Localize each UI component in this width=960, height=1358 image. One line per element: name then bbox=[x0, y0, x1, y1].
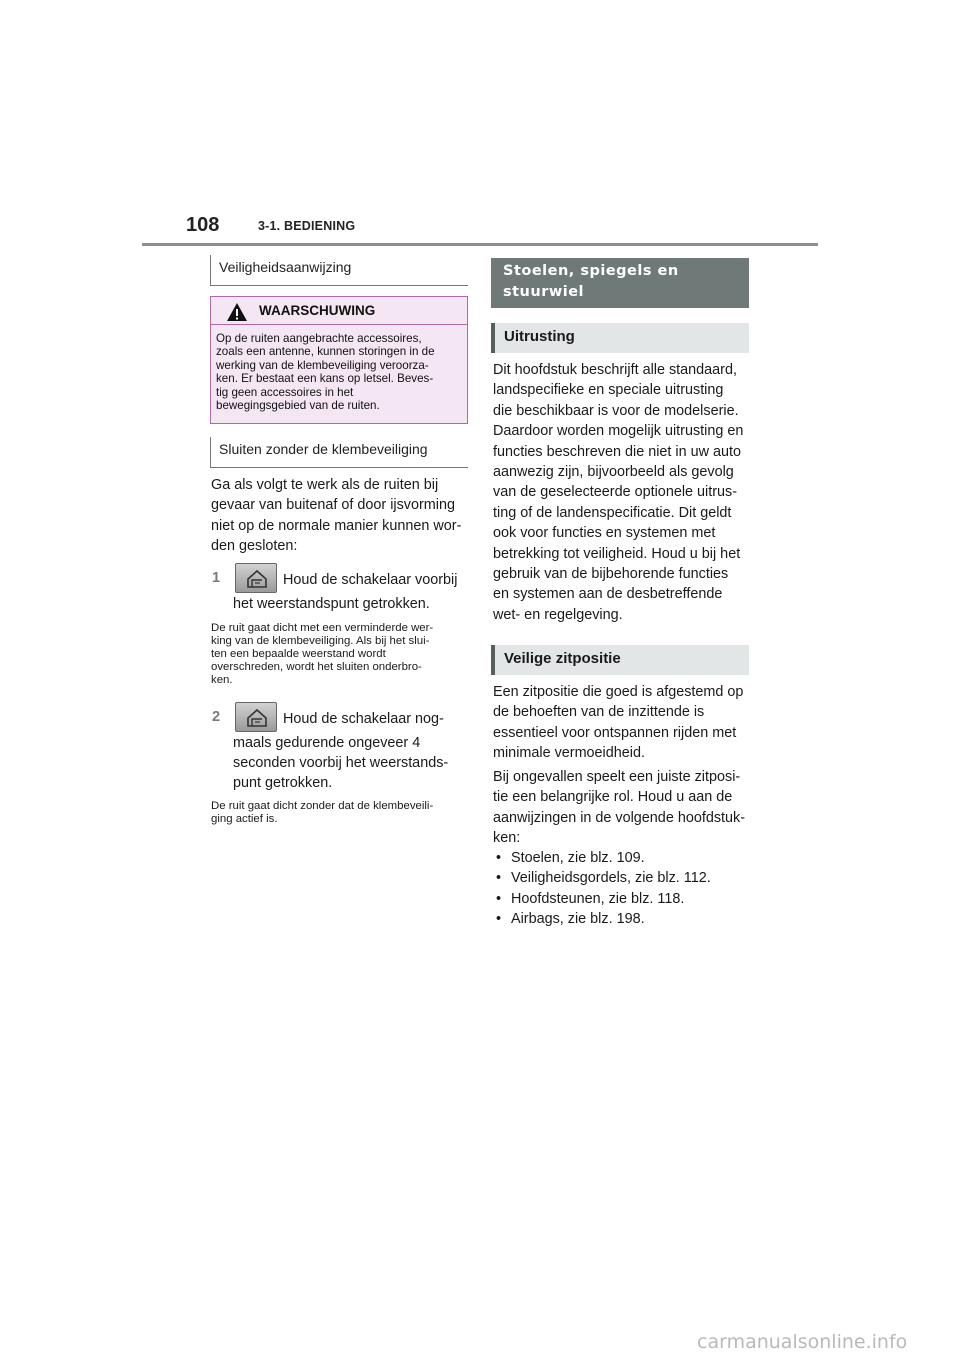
list-item: • Airbags, zie blz. 198. bbox=[493, 909, 755, 929]
note-line: De ruit gaat dicht zonder dat de klembeveili- bbox=[211, 800, 434, 812]
chapter-heading-line: stuurwiel bbox=[503, 284, 585, 300]
subhead-close-without-protection: Sluiten zonder de klembeveiliging bbox=[210, 437, 468, 468]
text-line: Dit hoofdstuk beschrijft alle standaard, bbox=[493, 362, 737, 378]
text-line: aanwijzingen in de volgende hoofdstuk- bbox=[493, 809, 746, 826]
step2-line3: seconden voorbij het weerstands- bbox=[233, 755, 449, 771]
text-line: ting of de landenspecificatie. Dit geldt bbox=[493, 504, 732, 521]
watermark-logo: carmanualsonline.info bbox=[697, 1331, 908, 1353]
subhead-safety: Veiligheidsaanwijzing bbox=[210, 255, 468, 286]
list-item: • Veiligheidsgordels, zie blz. 112. bbox=[493, 868, 755, 888]
step1-line2: het weerstandspunt getrokken. bbox=[233, 596, 430, 612]
step1-note bbox=[211, 622, 473, 687]
warning-header bbox=[211, 297, 467, 325]
list-item: • Stoelen, zie blz. 109. bbox=[493, 848, 755, 868]
text-line: Bij ongevallen speelt een juiste zitposi- bbox=[493, 769, 741, 785]
note-line: ten een bepaalde weerstand wordt bbox=[211, 648, 386, 660]
warning-title: WAARSCHUWING bbox=[259, 303, 376, 318]
text-line: Een zitpositie die goed is afgestemd op bbox=[493, 684, 744, 700]
step2-note bbox=[211, 800, 473, 826]
text-line: den gesloten: bbox=[211, 538, 298, 555]
step2-line1: Houd de schakelaar nog- bbox=[283, 711, 444, 727]
text-line: betrekking tot veiligheid. Houd u bij het bbox=[493, 545, 741, 562]
text-line: ook voor functies en systemen met bbox=[493, 525, 716, 542]
topic-heading-equipment: Uitrusting bbox=[491, 323, 749, 353]
warning-line: werking van de klembeveiliging veroorza- bbox=[216, 358, 429, 372]
text-line: gevaar van buitenaf of door ijsvorming bbox=[211, 497, 455, 514]
text-line: tie een belangrijke rol. Houd u aan de bbox=[493, 789, 733, 806]
step1-line1: Houd de schakelaar voorbij bbox=[283, 572, 458, 588]
text-line: niet op de normale manier kunnen wor- bbox=[211, 517, 462, 534]
list-item: • Hoofdsteunen, zie blz. 118. bbox=[493, 889, 755, 909]
topic-heading-seating-position: Veilige zitpositie bbox=[491, 645, 749, 675]
text-line: minimale vermoeidheid. bbox=[493, 745, 645, 762]
warning-box bbox=[210, 296, 468, 424]
text-line: aanwezig zijn, bijvoorbeeld als gevolg bbox=[493, 464, 734, 481]
note-line: king van de klembeveiliging. Als bij het slui- bbox=[211, 635, 430, 647]
header-rule bbox=[142, 243, 818, 246]
warning-line: tig geen accessoires in het bbox=[216, 385, 354, 399]
note-line: ging actief is. bbox=[211, 813, 278, 825]
step-number-2: 2 bbox=[212, 709, 221, 725]
text-line: ken: bbox=[493, 830, 521, 847]
seating-paragraph-2 bbox=[493, 767, 755, 849]
note-line: De ruit gaat dicht met een verminderde wer- bbox=[211, 622, 434, 634]
equipment-paragraph bbox=[493, 360, 755, 625]
chapter-heading bbox=[491, 258, 749, 308]
warning-line: Op de ruiten aangebrachte accessoires, bbox=[216, 332, 422, 345]
window-switch-image bbox=[235, 563, 277, 593]
text-line: de behoeften van de inzittende is bbox=[493, 704, 705, 721]
warning-text bbox=[216, 332, 461, 412]
text-line: Ga als volgt te werk als de ruiten bij bbox=[211, 477, 439, 493]
step2-line2: maals gedurende ongeveer 4 bbox=[233, 735, 421, 751]
chapter-heading-line: Stoelen, spiegels en bbox=[503, 263, 679, 279]
warning-line: zoals een antenne, kunnen storingen in de bbox=[216, 345, 435, 359]
window-switch-image bbox=[235, 702, 277, 732]
section-title: 3-1. BEDIENING bbox=[258, 219, 356, 233]
warning-triangle-icon bbox=[226, 302, 248, 322]
text-line: wet- en regelgeving. bbox=[493, 606, 623, 623]
text-line: van de geselecteerde optionele uitrus- bbox=[493, 484, 738, 501]
step2-line4: punt getrokken. bbox=[233, 775, 333, 791]
note-line: ken. bbox=[211, 674, 233, 686]
text-line: functies beschreven die niet in uw auto bbox=[493, 443, 741, 460]
chapter-reference-list bbox=[493, 848, 755, 930]
warning-line: ken. Er bestaat een kans op letsel. Beves- bbox=[216, 372, 434, 386]
step-number-1: 1 bbox=[212, 570, 221, 586]
seating-paragraph-1 bbox=[493, 682, 755, 764]
text-line: landspecifieke en speciale uitrusting bbox=[493, 382, 724, 399]
window-switch-icon bbox=[246, 569, 268, 589]
intro-paragraph bbox=[211, 475, 473, 557]
text-line: gebruik van de bijbehorende functies bbox=[493, 566, 729, 583]
text-line: en systemen aan de desbetreffende bbox=[493, 586, 723, 603]
warning-line: bewegingsgebied van de ruiten. bbox=[216, 399, 380, 413]
text-line: die beschikbaar is voor de modelserie. bbox=[493, 402, 739, 419]
text-line: essentieel voor ontspannen rijden met bbox=[493, 724, 737, 741]
text-line: Daardoor worden mogelijk uitrusting en bbox=[493, 423, 744, 440]
window-switch-icon bbox=[246, 708, 268, 728]
page-number: 108 bbox=[186, 214, 220, 236]
note-line: overschreden, wordt het sluiten onderbro- bbox=[211, 661, 422, 673]
